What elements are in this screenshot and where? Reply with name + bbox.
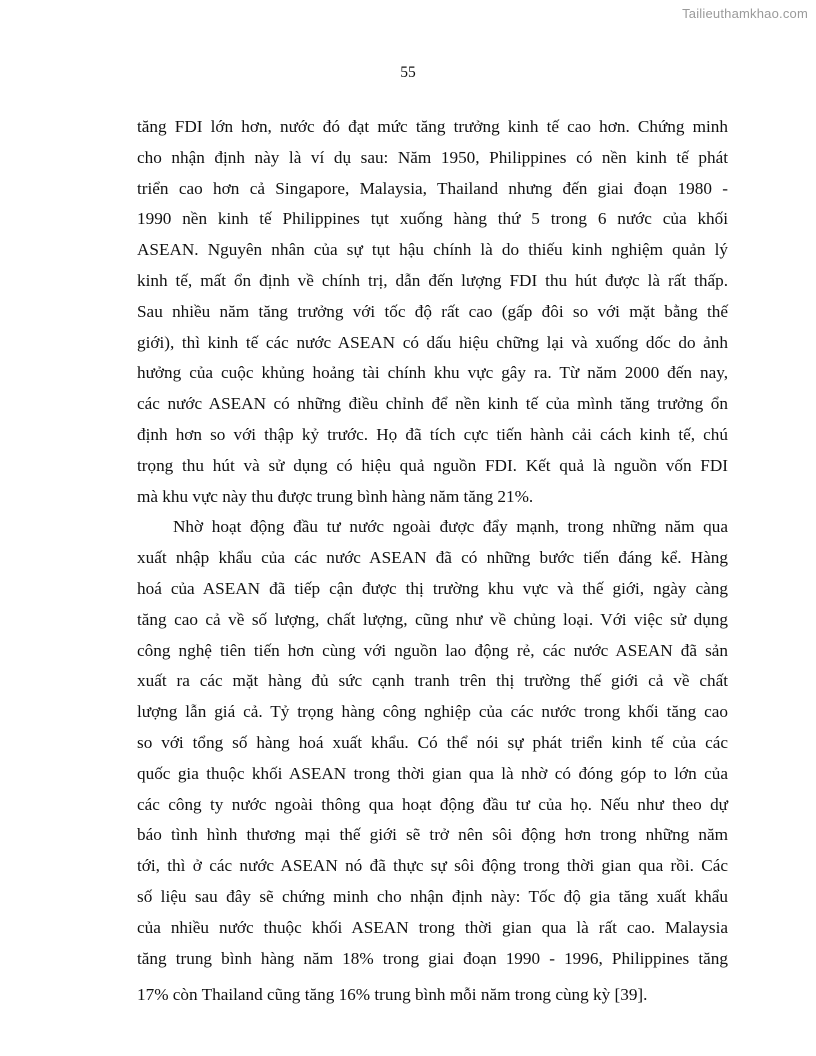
text-line: kinh tế, mất ổn định về chính trị, dẫn đến lượng FDI thu hút được là rất thấp. <box>137 270 728 290</box>
text-line: tăng trung bình hàng năm 18% trong giai đoạn 1990 - 1996, Philippines tăng <box>137 948 728 968</box>
text-line: báo tình hình thương mại thế giới sẽ trở nên sôi động hơn trong những năm <box>137 825 728 845</box>
text-line: tới, thì ở các nước ASEAN nó đã thực sự sôi động trong thời gian qua rồi. Các <box>137 856 728 876</box>
text-line: 1990 nền kinh tế Philippines tụt xuống hàng thứ 5 trong 6 nước của khối <box>137 209 728 229</box>
text-line: 17% còn Thailand cũng tăng 16% trung bình mỗi năm trong cùng kỳ [39]. <box>137 985 648 1005</box>
text-line: so với tổng số hàng hoá xuất khẩu. Có thể nói sự phát triển kinh tế của các <box>137 732 728 752</box>
text-line: của nhiều nước thuộc khối ASEAN trong thời gian qua là rất cao. Malaysia <box>137 917 728 937</box>
text-line: hưởng của cuộc khủng hoảng tài chính khu vực gây ra. Từ năm 2000 đến nay, <box>137 363 728 383</box>
text-line: Nhờ hoạt động đầu tư nước ngoài được đẩy mạnh, trong những năm qua <box>173 517 728 537</box>
text-line: tăng FDI lớn hơn, nước đó đạt mức tăng trưởng kinh tế cao hơn. Chứng minh <box>137 117 728 136</box>
text-line: xuất ra các mặt hàng đủ sức cạnh tranh trên thị trường thế giới cả về chất <box>137 671 728 691</box>
text-line: mà khu vực này thu được trung bình hàng năm tăng 21%. <box>137 486 534 506</box>
text-line: trọng thu hút và sử dụng có hiệu quả nguồn FDI. Kết quả là nguồn vốn FDI <box>137 455 728 475</box>
document-body <box>137 112 728 1011</box>
paragraph-2 <box>137 512 728 1011</box>
text-line: cho nhận định này là ví dụ sau: Năm 1950, Philippines có nền kinh tế phát <box>137 147 728 167</box>
text-line: triển cao hơn cả Singapore, Malaysia, Thailand nhưng đến giai đoạn 1980 - <box>137 178 728 198</box>
text-line: xuất nhập khẩu của các nước ASEAN đã có những bước tiến đáng kể. Hàng <box>137 548 728 568</box>
paragraph-1 <box>137 112 728 512</box>
text-line: lượng lẫn giá cả. Tỷ trọng hàng công nghiệp của các nước trong khối tăng cao <box>137 702 728 722</box>
text-line: định hơn so với thập kỷ trước. Họ đã tích cực tiến hành cải cách kinh tế, chú <box>137 424 728 444</box>
text-line: hoá của ASEAN đã tiếp cận được thị trường khu vực và thế giới, ngày càng <box>137 578 728 598</box>
watermark: Tailieuthamkhao.com <box>682 6 808 21</box>
text-line: các công ty nước ngoài thông qua hoạt động đầu tư của họ. Nếu như theo dự <box>137 794 728 814</box>
text-line: giới), thì kinh tế các nước ASEAN có dấu hiệu chững lại và xuống dốc do ảnh <box>137 332 728 352</box>
text-line: ASEAN. Nguyên nhân của sự tụt hậu chính là do thiếu kinh nghiệm quản lý <box>137 240 728 260</box>
text-line: tăng cao cả về số lượng, chất lượng, cũng như về chủng loại. Với việc sử dụng <box>137 609 728 629</box>
text-line: quốc gia thuộc khối ASEAN trong thời gian qua là nhờ có đóng góp to lớn của <box>137 763 728 783</box>
text-line: Sau nhiều năm tăng trưởng với tốc độ rất cao (gấp đôi so với mặt bằng thế <box>137 301 728 321</box>
text-line: các nước ASEAN có những điều chỉnh để nền kinh tế của mình tăng trưởng ổn <box>137 394 728 414</box>
text-line: số liệu sau đây sẽ chứng minh cho nhận định này: Tốc độ gia tăng xuất khẩu <box>137 886 728 906</box>
text-line: công nghệ tiên tiến hơn cùng với nguồn lao động rẻ, các nước ASEAN đã sản <box>137 640 728 660</box>
page-number: 55 <box>400 64 416 81</box>
